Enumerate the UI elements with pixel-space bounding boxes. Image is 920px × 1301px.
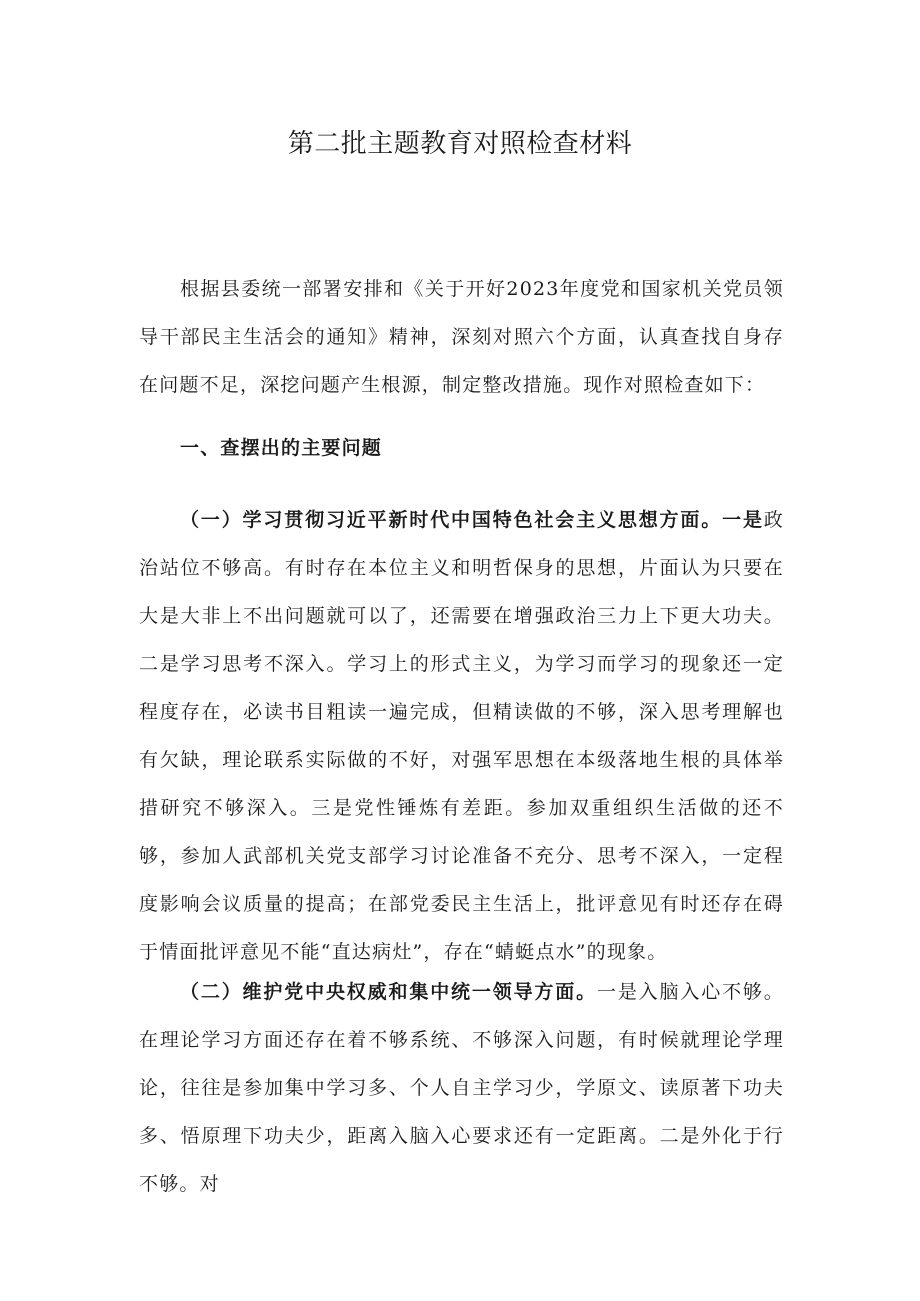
section-2-lead: （二）维护党中央权威和集中统一领导方面。 bbox=[180, 981, 597, 1003]
section-2-text: 一是入脑入心不够。在理论学习方面还存在着不够系统、不够深入问题，有时候就理论学理论，往往是参加集中学习多、个人自主学习少，学原文、读原著下功夫多、悟原理下功夫少，距离入脑入心要求还有一定距离。二是外化于行不够。对 bbox=[139, 981, 784, 1195]
paragraph-section-1 bbox=[139, 496, 784, 976]
paragraph-section-2 bbox=[139, 968, 784, 1208]
intro-paragraph: 根据县委统一部署安排和《关于开好2023年度党和国家机关党员领导干部民主生活会的通知》精神，深刻对照六个方面，认真查找自身存在问题不足，深挖问题产生根源，制定整改措施。现作对照检查如下： bbox=[139, 278, 784, 396]
section-1-text: 政治站位不够高。有时存在本位主义和明哲保身的思想，片面认为只要在大是大非上不出问题就可以了，还需要在增强政治三力上下更大功夫。二是学习思考不深入。学习上的形式主义，为学习而学习的现象还一定程度存在，必读书目粗读一遍完成，但精读做的不够，深入思考理解也有欠缺，理论联系实际做的不好，对强军思想在本级落地生根的具体举措研究不够深入。三是党性锤炼有差距。参加双重组织生活做的还不够，参加人武部机关党支部学习讨论准备不充分、思考不深入，一定程度影响会议质量的提高；在部党委民主生活上，批评意见有时还存在碍于情面批评意见不能“直达病灶”，存在“蜻蜓点水”的现象。 bbox=[139, 509, 784, 963]
section-1-lead: （一）学习贯彻习近平新时代中国特色社会主义思想方面。一是 bbox=[180, 509, 764, 531]
document-title: 第二批主题教育对照检查材料 bbox=[287, 129, 633, 159]
section-heading: 一、查摆出的主要问题 bbox=[180, 437, 383, 459]
